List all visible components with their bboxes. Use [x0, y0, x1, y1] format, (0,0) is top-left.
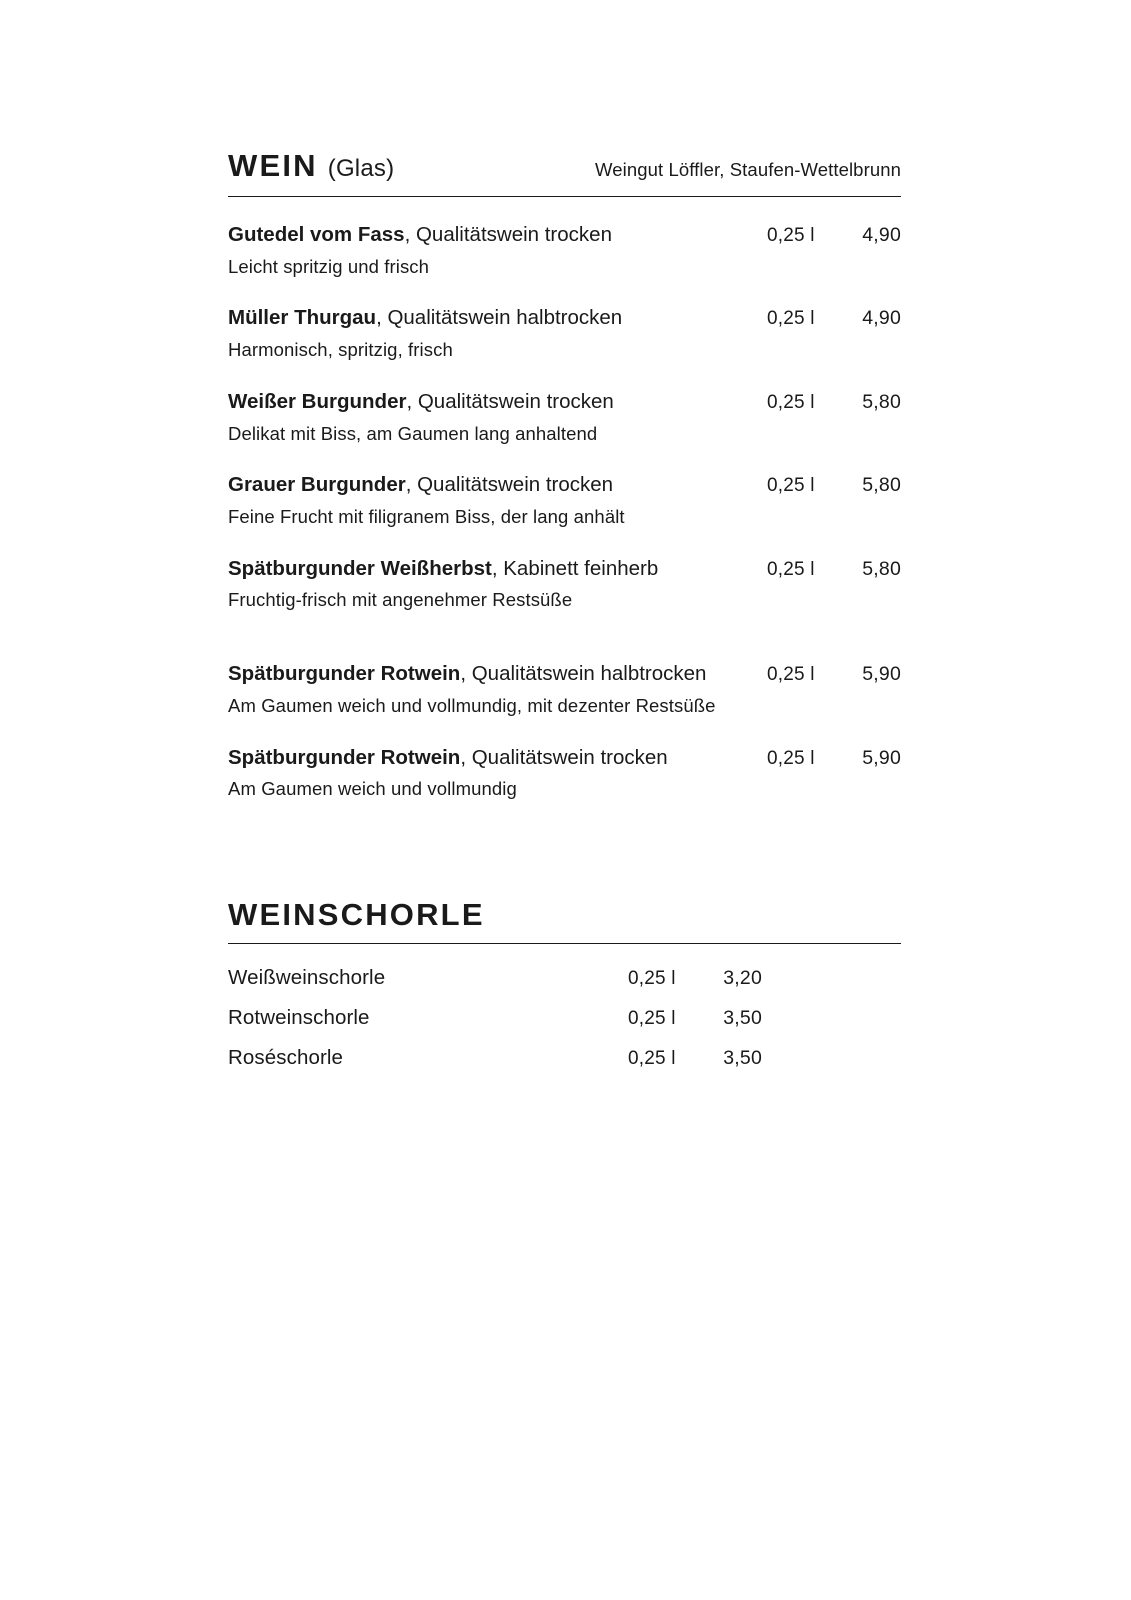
- wine-item-description: Am Gaumen weich und vollmundig, mit dezenter Restsüße: [228, 694, 716, 716]
- wine-item-name-bold: Weißer Burgunder: [228, 389, 407, 413]
- wine-item-row: [228, 221, 901, 249]
- schorle-section-header: [228, 896, 901, 932]
- wine-item-row: [228, 304, 901, 332]
- schorle-item-name: Rotweinschorle: [228, 1005, 370, 1029]
- wine-section-title-group: [228, 150, 394, 183]
- wine-item: [228, 471, 901, 530]
- wine-section-subtitle: (Glas): [327, 155, 395, 182]
- wine-section-producer-note: Weingut Löffler, Staufen-Wettelbrunn: [595, 159, 901, 180]
- wine-item-description: Fruchtig-frisch mit angenehmer Restsüße: [228, 589, 573, 611]
- wine-item-name-rest: , Qualitätswein trocken: [460, 745, 668, 769]
- schorle-item: [228, 966, 901, 990]
- wine-item-price: 4,90: [862, 224, 901, 246]
- schorle-item-name: Weißweinschorle: [228, 965, 386, 989]
- wine-item-name: [228, 304, 767, 332]
- wine-item-description: Am Gaumen weich und vollmundig: [228, 778, 517, 800]
- wine-item-name-bold: Spätburgunder Weißherbst: [228, 556, 492, 580]
- wine-item: [228, 221, 901, 280]
- wine-item-name: [228, 471, 767, 499]
- schorle-section: [228, 896, 901, 1070]
- wine-item-name-rest: , Kabinett feinherb: [491, 556, 659, 580]
- wine-item-row: [228, 660, 901, 688]
- wine-section-header: [228, 150, 901, 183]
- wine-item: [228, 388, 901, 447]
- schorle-section-divider: [228, 943, 901, 944]
- wine-item: [228, 744, 901, 803]
- wine-item-price: 5,80: [862, 474, 901, 497]
- wine-item-name: [228, 555, 767, 583]
- wine-item-price: 5,90: [862, 746, 901, 769]
- wine-item-name-rest: , Qualitätswein halbtrocken: [460, 662, 707, 686]
- wine-item-name-bold: Grauer Burgunder: [228, 473, 406, 497]
- schorle-item-price: 3,20: [723, 966, 762, 989]
- wine-item-size: 0,25 l: [767, 558, 815, 580]
- wine-item-size: 0,25 l: [767, 225, 815, 246]
- wine-list: [228, 221, 901, 803]
- wine-item-name-bold: Gutedel vom Fass: [228, 223, 405, 246]
- wine-item-price: 5,80: [862, 390, 901, 413]
- schorle-item: [228, 1046, 901, 1070]
- wine-item-row: [228, 388, 901, 416]
- wine-item-size: 0,25 l: [767, 747, 815, 769]
- wine-item-name-rest: , Qualitätswein trocken: [405, 473, 614, 497]
- wine-item-row: [228, 471, 901, 499]
- wine-item-description: Feine Frucht mit filigranem Biss, der lang anhält: [228, 505, 625, 527]
- wine-item-name: [228, 660, 767, 688]
- schorle-item: [228, 1006, 901, 1030]
- schorle-item-size: 0,25 l: [628, 1047, 676, 1069]
- wine-item-price: 4,90: [862, 307, 901, 330]
- wine-section-title: WEIN: [228, 148, 318, 183]
- schorle-item-size: 0,25 l: [628, 1007, 676, 1029]
- schorle-list: [228, 966, 901, 1070]
- wine-item: [228, 555, 901, 614]
- wine-item-size: 0,25 l: [767, 664, 815, 686]
- wine-item-price: 5,90: [862, 663, 901, 686]
- wine-item-size: 0,25 l: [767, 391, 815, 413]
- wine-item-price: 5,80: [862, 557, 901, 580]
- wine-item-description: Delikat mit Biss, am Gaumen lang anhaltend: [228, 422, 598, 444]
- wine-item: [228, 660, 901, 719]
- wine-item-description: Leicht spritzig und frisch: [228, 255, 430, 277]
- schorle-item-price: 3,50: [723, 1046, 762, 1069]
- wine-item-name-rest: , Qualitätswein trocken: [406, 389, 614, 413]
- wine-item-row: [228, 555, 901, 583]
- wine-item: [228, 304, 901, 363]
- wine-item-name: [228, 221, 767, 249]
- wine-item-name: [228, 744, 767, 772]
- wine-item-name-bold: Spätburgunder Rotwein: [228, 662, 461, 686]
- wine-item-name-rest: , Qualitätswein halbtrocken: [376, 306, 623, 330]
- schorle-item-size: 0,25 l: [628, 967, 676, 989]
- wine-section-divider: [228, 196, 901, 197]
- wine-item-name-rest: , Qualitätswein trocken: [404, 223, 612, 246]
- schorle-item-price: 3,50: [723, 1006, 762, 1029]
- wine-item-description: Harmonisch, spritzig, frisch: [228, 339, 453, 361]
- wine-item-row: [228, 744, 901, 772]
- wine-item-size: 0,25 l: [767, 475, 815, 497]
- wine-item-name-bold: Spätburgunder Rotwein: [228, 745, 461, 769]
- wine-item-name-bold: Müller Thurgau: [228, 306, 377, 330]
- schorle-item-name: Roséschorle: [228, 1045, 344, 1069]
- wine-item-size: 0,25 l: [767, 308, 815, 330]
- wine-section: [228, 150, 901, 803]
- wine-item-name: [228, 388, 767, 416]
- schorle-section-title: WEINSCHORLE: [228, 896, 485, 932]
